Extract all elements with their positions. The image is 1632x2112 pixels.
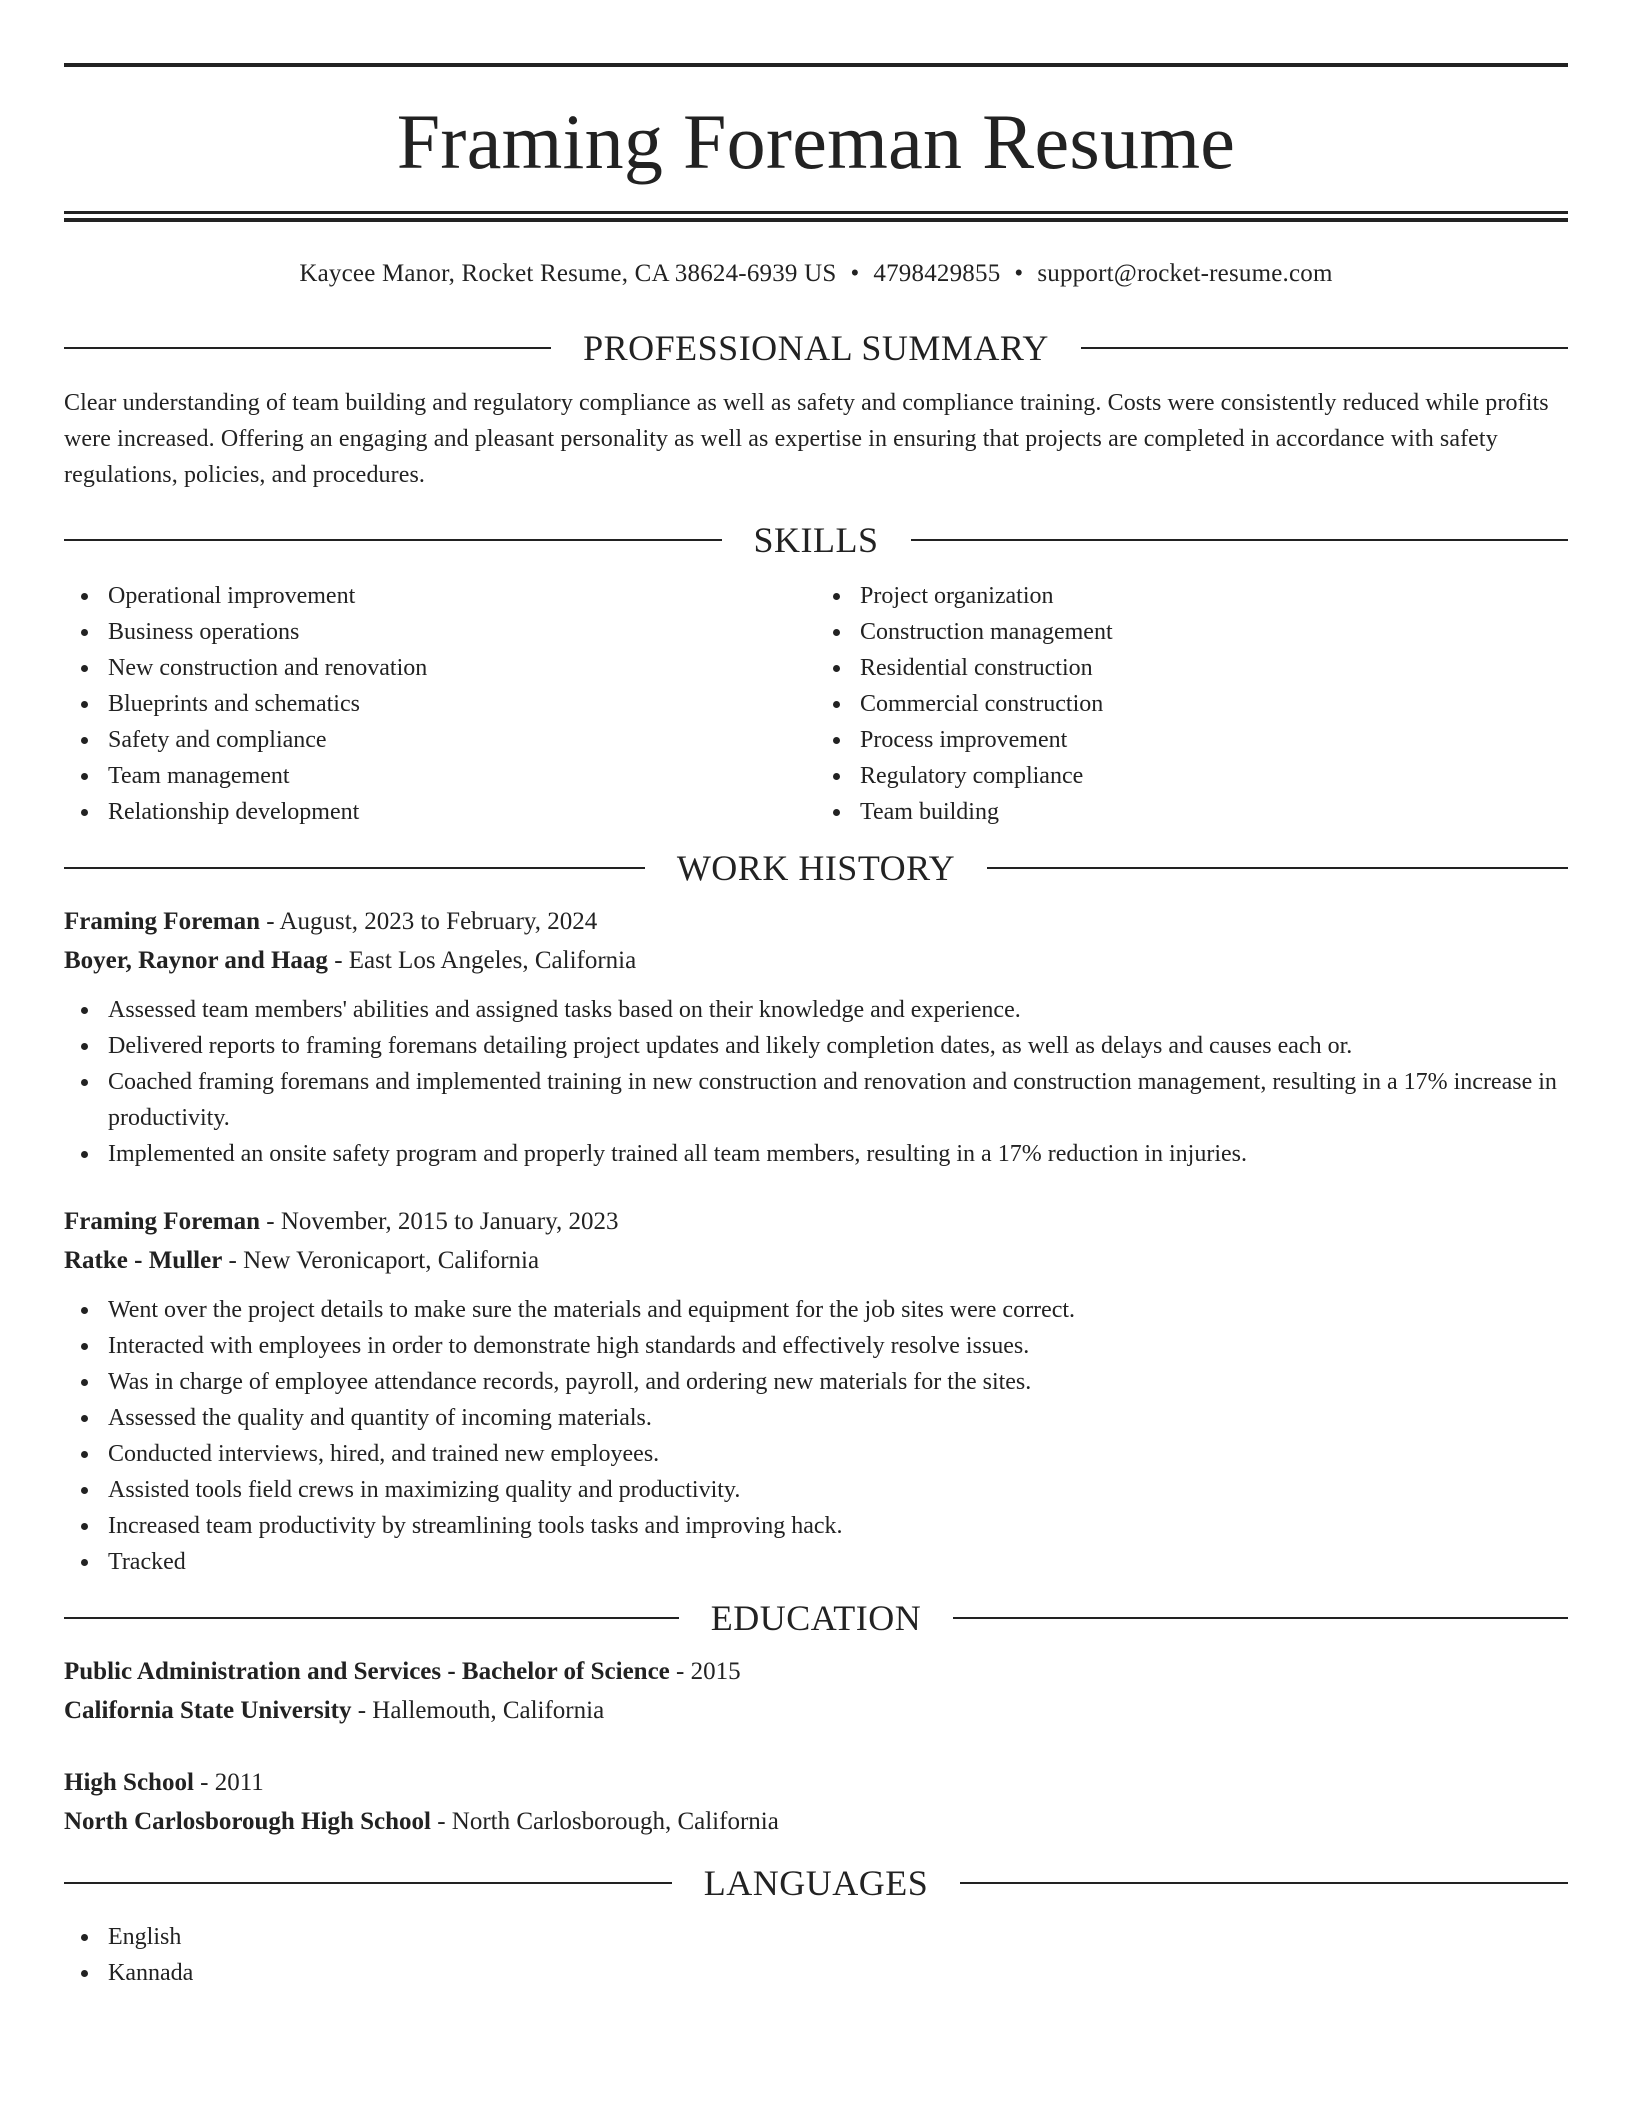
contact-email: support@rocket-resume.com xyxy=(1037,260,1333,287)
education-location: - Hallemouth, California xyxy=(351,1697,605,1724)
section-title-education: EDUCATION xyxy=(710,1598,922,1638)
job-duty: Delivered reports to framing foremans detailing project updates and likely completion dates, as well as delays and causes each or. xyxy=(108,1028,1568,1064)
summary-text: Clear understanding of team building and regulatory compliance as well as safety and compliance training. Costs were consistently reduced while profits were increased. Offering an engaging and pleasant personality as well as expertise in ensuring that projects are completed in accordance with safety regulations, policies, and procedures. xyxy=(64,390,1549,488)
skill-item: Operational improvement xyxy=(108,578,816,614)
job-duty: Tracked xyxy=(108,1544,1568,1580)
education-year: - 2015 xyxy=(669,1658,741,1685)
job-duty: Was in charge of employee attendance records, payroll, and ordering new materials for the sites. xyxy=(108,1364,1568,1400)
job-title-line xyxy=(64,1202,1568,1241)
job-duty: Assisted tools field crews in maximizing quality and productivity. xyxy=(108,1472,1568,1508)
title-double-rule xyxy=(64,211,1568,222)
job-entry xyxy=(64,1202,1568,1580)
skill-item: Business operations xyxy=(108,614,816,650)
job-company: Ratke - Muller xyxy=(64,1247,223,1274)
job-duties xyxy=(64,992,1568,1172)
job-dates: - November, 2015 to January, 2023 xyxy=(260,1208,619,1235)
job-duty: Conducted interviews, hired, and trained new employees. xyxy=(108,1436,1568,1472)
job-location: - East Los Angeles, California xyxy=(327,947,637,974)
education-year: - 2011 xyxy=(193,1769,264,1796)
contact-phone: 4798429855 xyxy=(873,260,1001,287)
skill-item: Team management xyxy=(108,758,816,794)
job-duty: Interacted with employees in order to demonstrate high standards and effectively resolve issues. xyxy=(108,1328,1568,1364)
skills-column-left xyxy=(64,578,816,830)
section-header-work xyxy=(64,848,1568,888)
skill-item: Commercial construction xyxy=(860,686,1568,722)
languages-list xyxy=(64,1919,1568,1991)
education-school-line xyxy=(64,1691,1568,1730)
skills-left-list xyxy=(64,578,816,830)
section-rule-left xyxy=(64,1882,672,1884)
contact-line xyxy=(64,259,1568,289)
section-rule-right xyxy=(987,867,1568,869)
resume-title: Framing Foreman Resume xyxy=(396,98,1236,185)
contact-address: Kaycee Manor, Rocket Resume, CA 38624-6939 US xyxy=(299,260,837,287)
job-company: Boyer, Raynor and Haag xyxy=(64,947,328,974)
section-title-languages: LANGUAGES xyxy=(703,1863,929,1903)
job-duty: Went over the project details to make sure the materials and equipment for the job sites were correct. xyxy=(108,1292,1568,1328)
skills-right-list xyxy=(816,578,1568,830)
skill-item: Regulatory compliance xyxy=(860,758,1568,794)
skill-item: Process improvement xyxy=(860,722,1568,758)
education-degree-line xyxy=(64,1763,1568,1802)
job-entry xyxy=(64,902,1568,1172)
skill-item: Relationship development xyxy=(108,794,816,830)
section-rule-left xyxy=(64,867,645,869)
skills-column-right xyxy=(816,578,1568,830)
section-title-work: WORK HISTORY xyxy=(676,848,956,888)
languages-bullets xyxy=(64,1919,1568,1991)
job-duty: Implemented an onsite safety program and properly trained all team members, resulting in a 17% reduction in injuries. xyxy=(108,1136,1568,1172)
skill-item: Safety and compliance xyxy=(108,722,816,758)
skill-item: Construction management xyxy=(860,614,1568,650)
section-title-skills: SKILLS xyxy=(753,520,879,560)
skill-item: Team building xyxy=(860,794,1568,830)
section-header-education xyxy=(64,1598,1568,1638)
skill-item: New construction and renovation xyxy=(108,650,816,686)
job-title: Framing Foreman xyxy=(64,1208,261,1235)
section-rule-right xyxy=(960,1882,1568,1884)
contact-separator: • xyxy=(1014,260,1024,287)
top-rule xyxy=(64,63,1568,67)
education-location: - North Carlosborough, California xyxy=(430,1808,779,1835)
section-title-summary: PROFESSIONAL SUMMARY xyxy=(583,328,1049,368)
section-rule-right xyxy=(911,539,1569,541)
section-rule-right xyxy=(1081,347,1568,349)
language-item: English xyxy=(108,1919,1568,1955)
skill-item: Project organization xyxy=(860,578,1568,614)
education-entry xyxy=(64,1652,1568,1730)
job-dates: - August, 2023 to February, 2024 xyxy=(260,908,598,935)
job-duty: Coached framing foremans and implemented training in new construction and renovation and construction management, resulting in a 17% increase in productivity. xyxy=(108,1064,1568,1136)
job-company-line xyxy=(64,941,1568,980)
skills-list xyxy=(64,578,1568,830)
education-school-line xyxy=(64,1802,1568,1841)
education-school: North Carlosborough High School xyxy=(64,1808,431,1835)
education-school: California State University xyxy=(64,1697,352,1724)
section-header-skills xyxy=(64,520,1568,560)
education-degree: High School xyxy=(64,1769,194,1796)
job-duty: Assessed team members' abilities and assigned tasks based on their knowledge and experience. xyxy=(108,992,1568,1028)
contact-separator: • xyxy=(850,260,860,287)
section-header-languages xyxy=(64,1863,1568,1903)
skill-item: Blueprints and schematics xyxy=(108,686,816,722)
job-location: - New Veronicaport, California xyxy=(222,1247,540,1274)
section-header-summary xyxy=(64,328,1568,368)
skill-item: Residential construction xyxy=(860,650,1568,686)
section-rule-left xyxy=(64,347,551,349)
education-entry xyxy=(64,1763,1568,1841)
job-title: Framing Foreman xyxy=(64,908,261,935)
section-rule-right xyxy=(953,1617,1568,1619)
language-item: Kannada xyxy=(108,1955,1568,1991)
job-duty: Assessed the quality and quantity of incoming materials. xyxy=(108,1400,1568,1436)
job-duty: Increased team productivity by streamlining tools tasks and improving hack. xyxy=(108,1508,1568,1544)
job-title-line xyxy=(64,902,1568,941)
section-rule-left xyxy=(64,539,722,541)
education-degree-line xyxy=(64,1652,1568,1691)
job-duties xyxy=(64,1292,1568,1580)
job-company-line xyxy=(64,1241,1568,1280)
education-degree: Public Administration and Services - Bachelor of Science xyxy=(64,1658,670,1685)
section-rule-left xyxy=(64,1617,679,1619)
